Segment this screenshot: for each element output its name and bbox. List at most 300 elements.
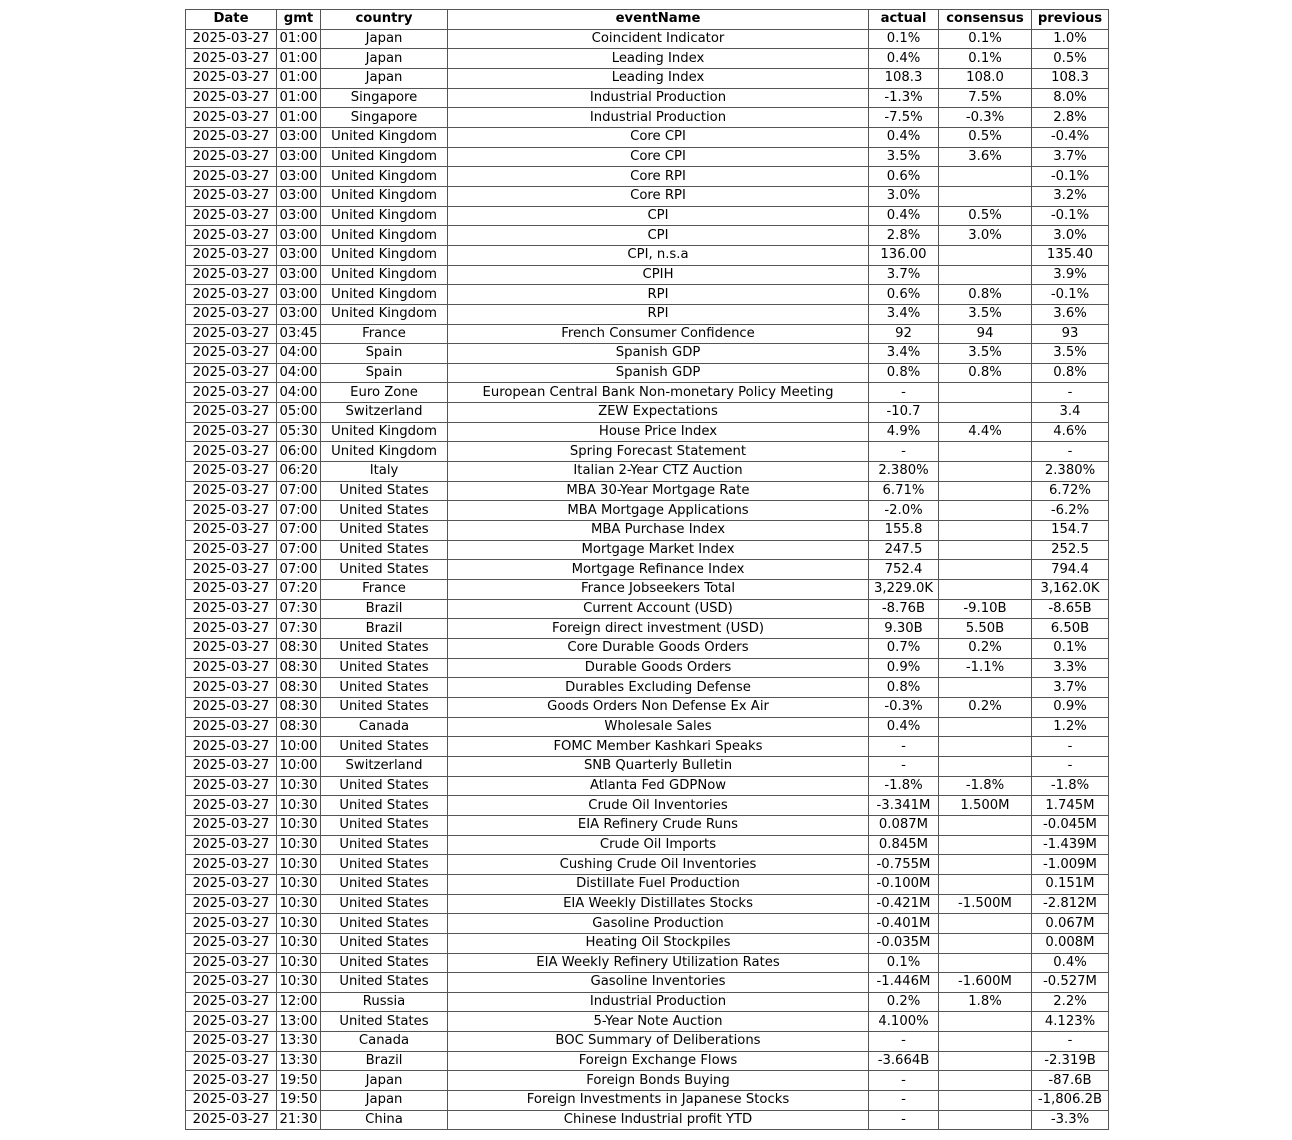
cell-gmt: 03:00 xyxy=(277,167,321,187)
cell-date: 2025-03-27 xyxy=(186,481,277,501)
cell-previous: 0.008M xyxy=(1032,933,1109,953)
cell-actual: 108.3 xyxy=(869,68,939,88)
cell-event-name: EIA Weekly Refinery Utilization Rates xyxy=(448,953,869,973)
cell-gmt: 04:00 xyxy=(277,363,321,383)
cell-actual: 0.4% xyxy=(869,206,939,226)
cell-gmt: 05:30 xyxy=(277,422,321,442)
cell-previous: 135.40 xyxy=(1032,245,1109,265)
cell-country: United States xyxy=(321,678,448,698)
cell-previous: 3.0% xyxy=(1032,226,1109,246)
cell-actual: -0.755M xyxy=(869,855,939,875)
cell-actual: - xyxy=(869,737,939,757)
cell-date: 2025-03-27 xyxy=(186,304,277,324)
cell-date: 2025-03-27 xyxy=(186,383,277,403)
table-row xyxy=(186,481,1109,501)
cell-actual: 136.00 xyxy=(869,245,939,265)
cell-consensus xyxy=(939,403,1032,423)
cell-event-name: France Jobseekers Total xyxy=(448,580,869,600)
cell-date: 2025-03-27 xyxy=(186,697,277,717)
table-row xyxy=(186,147,1109,167)
cell-actual: 3,229.0K xyxy=(869,580,939,600)
cell-actual: 155.8 xyxy=(869,521,939,541)
cell-consensus: -9.10B xyxy=(939,599,1032,619)
cell-gmt: 03:00 xyxy=(277,304,321,324)
cell-consensus: 0.8% xyxy=(939,363,1032,383)
cell-gmt: 13:30 xyxy=(277,1051,321,1071)
cell-country: United States xyxy=(321,933,448,953)
cell-country: United States xyxy=(321,953,448,973)
cell-country: Russia xyxy=(321,992,448,1012)
cell-actual: 4.9% xyxy=(869,422,939,442)
cell-actual: -0.401M xyxy=(869,914,939,934)
cell-consensus xyxy=(939,167,1032,187)
table-row xyxy=(186,933,1109,953)
cell-country: United States xyxy=(321,894,448,914)
table-row xyxy=(186,1091,1109,1111)
cell-actual: - xyxy=(869,1071,939,1091)
cell-date: 2025-03-27 xyxy=(186,953,277,973)
cell-previous: -0.1% xyxy=(1032,206,1109,226)
cell-date: 2025-03-27 xyxy=(186,835,277,855)
cell-date: 2025-03-27 xyxy=(186,796,277,816)
cell-event-name: MBA 30-Year Mortgage Rate xyxy=(448,481,869,501)
cell-consensus xyxy=(939,560,1032,580)
cell-consensus: 4.4% xyxy=(939,422,1032,442)
cell-event-name: CPI, n.s.a xyxy=(448,245,869,265)
table-row xyxy=(186,1071,1109,1091)
cell-previous: 0.1% xyxy=(1032,639,1109,659)
cell-actual: -0.3% xyxy=(869,697,939,717)
cell-date: 2025-03-27 xyxy=(186,206,277,226)
cell-gmt: 10:00 xyxy=(277,756,321,776)
cell-event-name: CPIH xyxy=(448,265,869,285)
cell-gmt: 03:00 xyxy=(277,245,321,265)
cell-country: United Kingdom xyxy=(321,442,448,462)
cell-consensus: 0.5% xyxy=(939,206,1032,226)
cell-date: 2025-03-27 xyxy=(186,540,277,560)
cell-actual: - xyxy=(869,1091,939,1111)
cell-previous: 2.380% xyxy=(1032,462,1109,482)
cell-date: 2025-03-27 xyxy=(186,737,277,757)
cell-country: United States xyxy=(321,815,448,835)
cell-previous: 2.2% xyxy=(1032,992,1109,1012)
cell-event-name: RPI xyxy=(448,285,869,305)
cell-previous: 154.7 xyxy=(1032,521,1109,541)
cell-consensus xyxy=(939,1012,1032,1032)
cell-date: 2025-03-27 xyxy=(186,1110,277,1130)
cell-gmt: 07:00 xyxy=(277,540,321,560)
cell-country: United Kingdom xyxy=(321,226,448,246)
cell-event-name: ZEW Expectations xyxy=(448,403,869,423)
cell-previous: 3.6% xyxy=(1032,304,1109,324)
cell-actual: -1.8% xyxy=(869,776,939,796)
cell-event-name: Mortgage Market Index xyxy=(448,540,869,560)
cell-event-name: Mortgage Refinance Index xyxy=(448,560,869,580)
table-row xyxy=(186,167,1109,187)
cell-gmt: 10:30 xyxy=(277,835,321,855)
cell-consensus xyxy=(939,501,1032,521)
cell-country: United Kingdom xyxy=(321,186,448,206)
cell-country: United Kingdom xyxy=(321,167,448,187)
cell-country: Japan xyxy=(321,1091,448,1111)
cell-event-name: Italian 2-Year CTZ Auction xyxy=(448,462,869,482)
cell-country: Italy xyxy=(321,462,448,482)
table-row xyxy=(186,304,1109,324)
cell-previous: -87.6B xyxy=(1032,1071,1109,1091)
cell-country: United States xyxy=(321,796,448,816)
cell-actual: 3.0% xyxy=(869,186,939,206)
cell-previous: 3.3% xyxy=(1032,658,1109,678)
cell-event-name: Foreign Bonds Buying xyxy=(448,1071,869,1091)
cell-event-name: CPI xyxy=(448,226,869,246)
cell-date: 2025-03-27 xyxy=(186,639,277,659)
cell-date: 2025-03-27 xyxy=(186,68,277,88)
table-row xyxy=(186,953,1109,973)
cell-actual: 0.6% xyxy=(869,285,939,305)
cell-consensus: 0.5% xyxy=(939,127,1032,147)
table-row xyxy=(186,796,1109,816)
cell-date: 2025-03-27 xyxy=(186,658,277,678)
cell-gmt: 07:00 xyxy=(277,560,321,580)
cell-actual: - xyxy=(869,1032,939,1052)
cell-event-name: Leading Index xyxy=(448,49,869,69)
cell-date: 2025-03-27 xyxy=(186,442,277,462)
cell-actual: -10.7 xyxy=(869,403,939,423)
cell-date: 2025-03-27 xyxy=(186,422,277,442)
cell-consensus xyxy=(939,1110,1032,1130)
cell-country: United States xyxy=(321,835,448,855)
cell-gmt: 07:30 xyxy=(277,619,321,639)
cell-gmt: 03:00 xyxy=(277,147,321,167)
cell-event-name: Durable Goods Orders xyxy=(448,658,869,678)
cell-date: 2025-03-27 xyxy=(186,1091,277,1111)
cell-previous: 3.7% xyxy=(1032,147,1109,167)
cell-country: United States xyxy=(321,697,448,717)
cell-event-name: Durables Excluding Defense xyxy=(448,678,869,698)
cell-country: Singapore xyxy=(321,108,448,128)
cell-consensus: -1.600M xyxy=(939,973,1032,993)
cell-consensus: 94 xyxy=(939,324,1032,344)
cell-actual: 4.100% xyxy=(869,1012,939,1032)
cell-event-name: Core CPI xyxy=(448,127,869,147)
cell-date: 2025-03-27 xyxy=(186,265,277,285)
cell-date: 2025-03-27 xyxy=(186,167,277,187)
cell-gmt: 01:00 xyxy=(277,108,321,128)
table-row xyxy=(186,1032,1109,1052)
cell-consensus: 3.5% xyxy=(939,344,1032,364)
cell-gmt: 05:00 xyxy=(277,403,321,423)
table-row xyxy=(186,422,1109,442)
cell-event-name: Crude Oil Imports xyxy=(448,835,869,855)
cell-gmt: 10:30 xyxy=(277,894,321,914)
cell-consensus xyxy=(939,245,1032,265)
cell-consensus xyxy=(939,265,1032,285)
cell-consensus xyxy=(939,442,1032,462)
cell-gmt: 10:30 xyxy=(277,796,321,816)
cell-previous: 0.067M xyxy=(1032,914,1109,934)
cell-consensus: 5.50B xyxy=(939,619,1032,639)
cell-previous: 252.5 xyxy=(1032,540,1109,560)
cell-gmt: 08:30 xyxy=(277,658,321,678)
cell-consensus: 3.5% xyxy=(939,304,1032,324)
table-row xyxy=(186,88,1109,108)
table-row xyxy=(186,462,1109,482)
cell-event-name: EIA Weekly Distillates Stocks xyxy=(448,894,869,914)
cell-previous: -0.4% xyxy=(1032,127,1109,147)
cell-gmt: 08:30 xyxy=(277,678,321,698)
cell-actual: 0.7% xyxy=(869,639,939,659)
cell-previous: 3.4 xyxy=(1032,403,1109,423)
cell-event-name: FOMC Member Kashkari Speaks xyxy=(448,737,869,757)
cell-country: United States xyxy=(321,540,448,560)
cell-previous: -0.045M xyxy=(1032,815,1109,835)
cell-consensus xyxy=(939,914,1032,934)
cell-consensus xyxy=(939,186,1032,206)
cell-previous: 1.2% xyxy=(1032,717,1109,737)
cell-actual: 247.5 xyxy=(869,540,939,560)
cell-consensus: 108.0 xyxy=(939,68,1032,88)
table-row xyxy=(186,973,1109,993)
cell-country: United States xyxy=(321,639,448,659)
cell-country: United States xyxy=(321,776,448,796)
cell-actual: 0.1% xyxy=(869,953,939,973)
cell-consensus: 3.0% xyxy=(939,226,1032,246)
cell-previous: 3.2% xyxy=(1032,186,1109,206)
cell-event-name: Foreign Investments in Japanese Stocks xyxy=(448,1091,869,1111)
cell-date: 2025-03-27 xyxy=(186,108,277,128)
cell-event-name: SNB Quarterly Bulletin xyxy=(448,756,869,776)
cell-actual: 3.4% xyxy=(869,344,939,364)
cell-previous: -8.65B xyxy=(1032,599,1109,619)
table-row xyxy=(186,580,1109,600)
cell-previous: 0.5% xyxy=(1032,49,1109,69)
cell-previous: -1.8% xyxy=(1032,776,1109,796)
column-header-previous: previous xyxy=(1032,10,1109,30)
cell-consensus xyxy=(939,874,1032,894)
cell-event-name: Chinese Industrial profit YTD xyxy=(448,1110,869,1130)
cell-date: 2025-03-27 xyxy=(186,245,277,265)
cell-actual: -2.0% xyxy=(869,501,939,521)
cell-consensus xyxy=(939,481,1032,501)
cell-country: United States xyxy=(321,874,448,894)
cell-previous: -0.1% xyxy=(1032,167,1109,187)
cell-date: 2025-03-27 xyxy=(186,776,277,796)
table-row xyxy=(186,206,1109,226)
cell-consensus xyxy=(939,953,1032,973)
cell-consensus xyxy=(939,383,1032,403)
cell-gmt: 21:30 xyxy=(277,1110,321,1130)
cell-gmt: 06:20 xyxy=(277,462,321,482)
cell-previous: -2.812M xyxy=(1032,894,1109,914)
cell-gmt: 10:30 xyxy=(277,953,321,973)
cell-actual: -0.035M xyxy=(869,933,939,953)
cell-gmt: 04:00 xyxy=(277,383,321,403)
cell-gmt: 07:00 xyxy=(277,521,321,541)
cell-country: Switzerland xyxy=(321,756,448,776)
cell-country: Japan xyxy=(321,29,448,49)
cell-actual: -7.5% xyxy=(869,108,939,128)
table-row xyxy=(186,344,1109,364)
cell-actual: 0.9% xyxy=(869,658,939,678)
cell-country: Spain xyxy=(321,363,448,383)
cell-country: Switzerland xyxy=(321,403,448,423)
cell-gmt: 03:00 xyxy=(277,265,321,285)
cell-previous: 6.50B xyxy=(1032,619,1109,639)
cell-date: 2025-03-27 xyxy=(186,521,277,541)
cell-date: 2025-03-27 xyxy=(186,933,277,953)
cell-date: 2025-03-27 xyxy=(186,855,277,875)
cell-actual: 3.7% xyxy=(869,265,939,285)
cell-gmt: 04:00 xyxy=(277,344,321,364)
cell-country: United Kingdom xyxy=(321,285,448,305)
cell-event-name: Current Account (USD) xyxy=(448,599,869,619)
cell-previous: - xyxy=(1032,756,1109,776)
cell-date: 2025-03-27 xyxy=(186,894,277,914)
cell-gmt: 10:30 xyxy=(277,933,321,953)
cell-actual: 752.4 xyxy=(869,560,939,580)
cell-previous: - xyxy=(1032,383,1109,403)
cell-event-name: Spanish GDP xyxy=(448,363,869,383)
table-row xyxy=(186,1012,1109,1032)
cell-actual: -0.421M xyxy=(869,894,939,914)
cell-gmt: 10:30 xyxy=(277,874,321,894)
cell-consensus xyxy=(939,1071,1032,1091)
cell-actual: 0.8% xyxy=(869,678,939,698)
cell-country: France xyxy=(321,324,448,344)
cell-previous: 8.0% xyxy=(1032,88,1109,108)
cell-event-name: MBA Mortgage Applications xyxy=(448,501,869,521)
table-row xyxy=(186,599,1109,619)
table-row xyxy=(186,540,1109,560)
table-row xyxy=(186,737,1109,757)
cell-date: 2025-03-27 xyxy=(186,285,277,305)
cell-event-name: Coincident Indicator xyxy=(448,29,869,49)
cell-previous: 4.123% xyxy=(1032,1012,1109,1032)
table-row xyxy=(186,265,1109,285)
cell-consensus xyxy=(939,737,1032,757)
cell-country: Japan xyxy=(321,1071,448,1091)
cell-previous: 3.5% xyxy=(1032,344,1109,364)
cell-country: United Kingdom xyxy=(321,245,448,265)
cell-country: United Kingdom xyxy=(321,127,448,147)
table-row xyxy=(186,1110,1109,1130)
cell-date: 2025-03-27 xyxy=(186,678,277,698)
table-row xyxy=(186,383,1109,403)
cell-country: Japan xyxy=(321,49,448,69)
cell-event-name: Crude Oil Inventories xyxy=(448,796,869,816)
cell-actual: - xyxy=(869,1110,939,1130)
cell-previous: -3.3% xyxy=(1032,1110,1109,1130)
cell-gmt: 10:30 xyxy=(277,855,321,875)
cell-date: 2025-03-27 xyxy=(186,580,277,600)
cell-gmt: 03:00 xyxy=(277,206,321,226)
cell-gmt: 13:00 xyxy=(277,1012,321,1032)
cell-event-name: Foreign direct investment (USD) xyxy=(448,619,869,639)
cell-actual: 0.4% xyxy=(869,49,939,69)
cell-date: 2025-03-27 xyxy=(186,363,277,383)
cell-country: Japan xyxy=(321,68,448,88)
cell-previous: - xyxy=(1032,1032,1109,1052)
cell-previous: 4.6% xyxy=(1032,422,1109,442)
cell-consensus: 1.8% xyxy=(939,992,1032,1012)
table-row xyxy=(186,914,1109,934)
cell-previous: 93 xyxy=(1032,324,1109,344)
cell-event-name: Industrial Production xyxy=(448,108,869,128)
table-row xyxy=(186,108,1109,128)
cell-event-name: RPI xyxy=(448,304,869,324)
cell-gmt: 07:20 xyxy=(277,580,321,600)
cell-event-name: Core RPI xyxy=(448,186,869,206)
cell-consensus: -1.500M xyxy=(939,894,1032,914)
cell-gmt: 10:30 xyxy=(277,914,321,934)
cell-previous: -1,806.2B xyxy=(1032,1091,1109,1111)
table-row xyxy=(186,717,1109,737)
cell-actual: -1.3% xyxy=(869,88,939,108)
cell-event-name: Industrial Production xyxy=(448,88,869,108)
cell-gmt: 08:30 xyxy=(277,717,321,737)
table-row xyxy=(186,521,1109,541)
column-header-actual: actual xyxy=(869,10,939,30)
cell-date: 2025-03-27 xyxy=(186,1051,277,1071)
cell-event-name: Core RPI xyxy=(448,167,869,187)
cell-country: Brazil xyxy=(321,1051,448,1071)
cell-date: 2025-03-27 xyxy=(186,973,277,993)
cell-actual: 92 xyxy=(869,324,939,344)
cell-actual: 3.4% xyxy=(869,304,939,324)
cell-country: Spain xyxy=(321,344,448,364)
column-header-gmt: gmt xyxy=(277,10,321,30)
cell-date: 2025-03-27 xyxy=(186,88,277,108)
cell-gmt: 10:00 xyxy=(277,737,321,757)
cell-consensus: 3.6% xyxy=(939,147,1032,167)
table-row xyxy=(186,855,1109,875)
table-row xyxy=(186,127,1109,147)
cell-date: 2025-03-27 xyxy=(186,717,277,737)
cell-actual: 0.845M xyxy=(869,835,939,855)
cell-event-name: EIA Refinery Crude Runs xyxy=(448,815,869,835)
cell-date: 2025-03-27 xyxy=(186,186,277,206)
cell-gmt: 08:30 xyxy=(277,639,321,659)
cell-country: United States xyxy=(321,521,448,541)
cell-country: France xyxy=(321,580,448,600)
cell-country: United States xyxy=(321,737,448,757)
cell-event-name: Industrial Production xyxy=(448,992,869,1012)
cell-gmt: 19:50 xyxy=(277,1071,321,1091)
column-header-consensus: consensus xyxy=(939,10,1032,30)
cell-previous: 3.7% xyxy=(1032,678,1109,698)
cell-gmt: 12:00 xyxy=(277,992,321,1012)
cell-actual: -1.446M xyxy=(869,973,939,993)
table-row xyxy=(186,49,1109,69)
cell-consensus: 7.5% xyxy=(939,88,1032,108)
cell-previous: 1.745M xyxy=(1032,796,1109,816)
table-row xyxy=(186,874,1109,894)
cell-actual: -0.100M xyxy=(869,874,939,894)
cell-consensus xyxy=(939,521,1032,541)
cell-event-name: Spanish GDP xyxy=(448,344,869,364)
cell-date: 2025-03-27 xyxy=(186,560,277,580)
cell-event-name: Wholesale Sales xyxy=(448,717,869,737)
cell-consensus: -1.1% xyxy=(939,658,1032,678)
cell-actual: 9.30B xyxy=(869,619,939,639)
cell-consensus: 1.500M xyxy=(939,796,1032,816)
table-row xyxy=(186,815,1109,835)
cell-date: 2025-03-27 xyxy=(186,462,277,482)
cell-gmt: 10:30 xyxy=(277,973,321,993)
cell-actual: -3.664B xyxy=(869,1051,939,1071)
cell-event-name: Core Durable Goods Orders xyxy=(448,639,869,659)
cell-country: Canada xyxy=(321,1032,448,1052)
